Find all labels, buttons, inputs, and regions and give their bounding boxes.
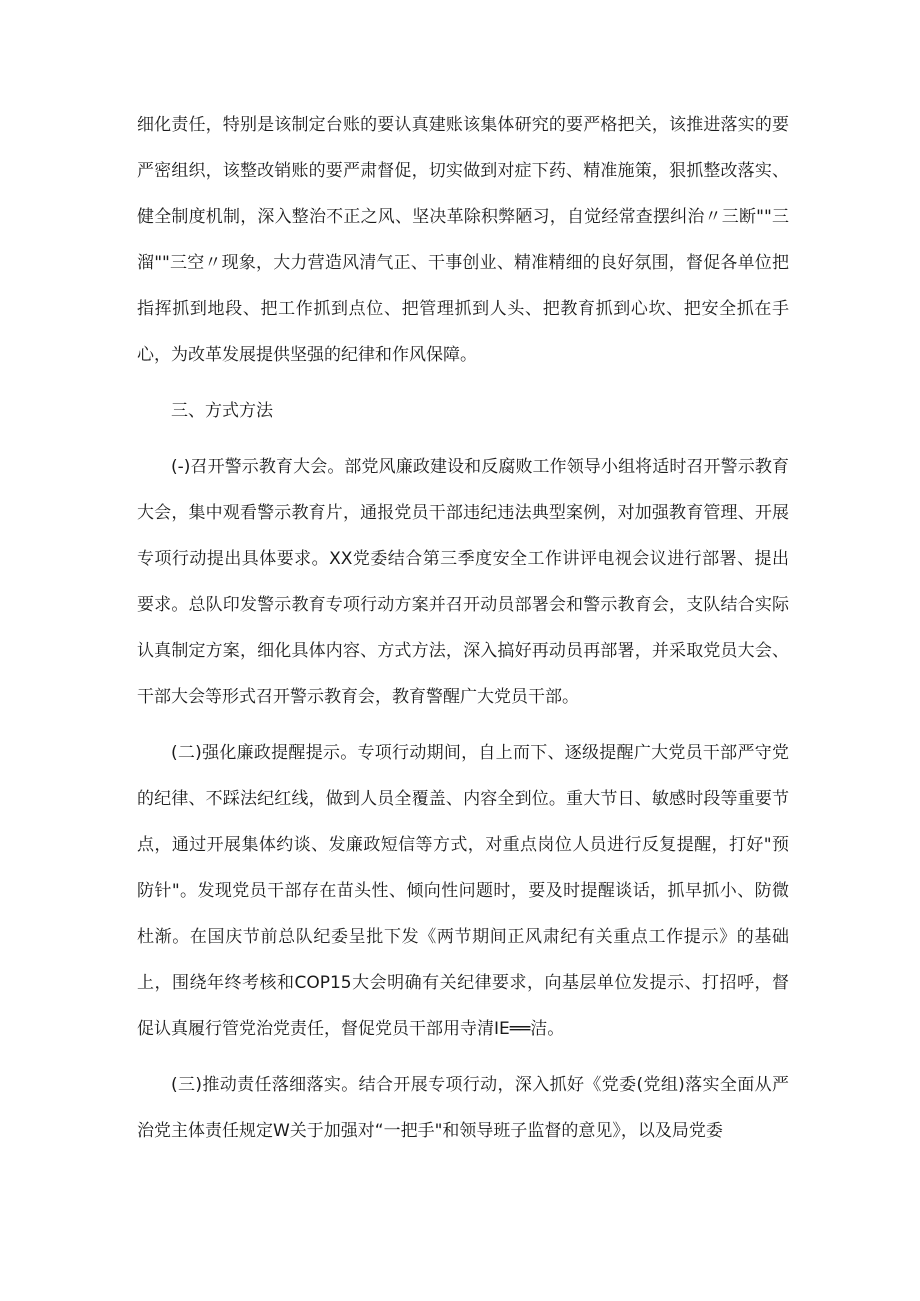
document-body (137, 102, 789, 1154)
paragraph-item-three: (三)推动责任落细落实。结合开展专项行动，深入抓好《党委(党组)落实全面从严治党主体责任规定W关于加强对“一把手"和领导班子监督的意见》，以及局党委 (137, 1075, 789, 1141)
paragraph-item-one: (-)召开警示教育大会。部党风廉政建设和反腐败工作领导小组将适时召开警示教育大会，集中观看警示教育片，通报党员干部违纪违法典型案例，对加强教育管理、开展专项行动提出具体要求。XX党委结合第三季度安全工作讲评电视会议进行部署、提出要求。总队印发警示教育专项行动方案并召开动员部署会和警示教育会，支队结合实际认真制定方案，细化具体内容、方式方法，深入搞好再动员再部署，并采取党员大会、干部大会等形式召开警示教育会，教育警醒广大党员干部。 (137, 457, 789, 707)
section-heading: 三、方式方法 (171, 401, 273, 421)
paragraph-continuation: 细化责任，特别是该制定台账的要认真建账该集体研究的要严格把关，该推进落实的要严密组织，该整改销账的要严肃督促，切实做到对症下药、精准施策，狠抓整改落实、健全制度机制，深入整治不正之风、坚决革除积弊陋习，自觉经常查摆纠治〃三断""三溜""三空〃现象，大力营造风清气正、干事创业、精准精细的良好氛围，督促各单位把指挥抓到地段、把工作抓到点位、把管理抓到人头、把教育抓到心坎、把安全抓在手心，为改革发展提供坚强的纪律和作风保障。 (137, 115, 789, 365)
paragraph-item-two: (二)强化廉政提醒提示。专项行动期间，自上而下、逐级提醒广大党员干部严守党的纪律、不踩法纪红线，做到人员全覆盖、内容全到位。重大节日、敏感时段等重要节点，通过开展集体约谈、发廉政短信等方式，对重点岗位人员进行反复提醒，打好"预防针"。发现党员干部存在苗头性、倾向性问题时，要及时提醒谈话，抓早抓小、防微杜渐。在国庆节前总队纪委呈批下发《两节期间正风肃纪有关重点工作提示》的基础上，围绕年终考核和COP15大会明确有关纪律要求，向基层单位发提示、打招呼，督促认真履行管党治党责任，督促党员干部用寺清IE══洁。 (137, 743, 789, 1039)
